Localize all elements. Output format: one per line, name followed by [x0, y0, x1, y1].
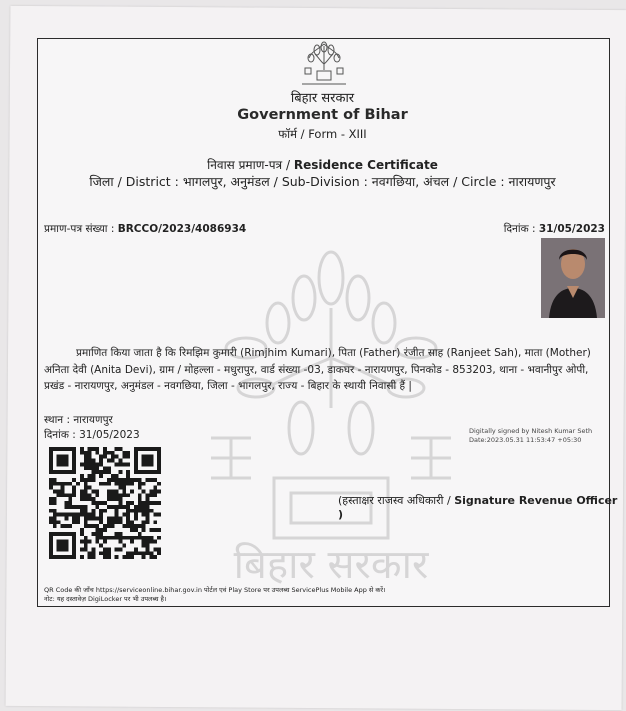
- district-line: जिला / District : भागलपुर, अनुमंडल / Sub-Division : नवगछिया, अंचल / Circle : नारायणपुर: [89, 174, 556, 189]
- qr-verification-note: QR Code की जाँच https://serviceonline.bihar.gov.in पोर्टल एवं Play Store पर उपलब्ध ServicePlus Mobile App से करें।: [44, 586, 386, 594]
- certificate-number: [44, 222, 246, 236]
- certificate-number-label: प्रमाण-पत्र संख्या :: [44, 223, 118, 235]
- header-english-title: Government of Bihar: [237, 107, 408, 123]
- digital-signature: [469, 427, 592, 444]
- certificate-title: [37, 156, 608, 173]
- certificate-title-hindi: निवास प्रमाण-पत्र /: [207, 158, 294, 172]
- portrait-image: [541, 238, 605, 318]
- digital-signature-name: Digitally signed by Nitesh Kumar Seth: [469, 427, 593, 435]
- header-hindi-title: बिहार सरकार: [290, 91, 355, 106]
- issue-date: [470, 222, 605, 236]
- watermark-text: बिहार सरकार: [233, 542, 429, 588]
- signature-label: [338, 493, 626, 521]
- certificate-title-english: Residence Certificate: [293, 158, 438, 172]
- bodhi-tree-emblem-icon: [297, 40, 351, 88]
- certificate-body-text: प्रमाणित किया जाता है कि रिमझिम कुमारी (Rimjhim Kumari), पिता (Father) रंजीत साह (Ranjeet Sah), माता (Mother) अनिता देवी (Anita Devi), ग्राम / मोहल्ला - मधुरापुर, वार्ड संख्या -03, डाकघर - नारायणपुर, पिनकोड - 853203, थाना - भवानीपुर ओपी, प्रखंड - नारायणपुर, अनुमंडल - नवगछिया, जिला - भागलपुर, राज्य - बिहार के स्थायी निवासी हैं |: [44, 347, 591, 392]
- digital-signature-date: Date:2023.05.31 11:53:47 +05:30: [469, 435, 582, 444]
- emblem-watermark: [196, 238, 466, 593]
- form-number: फॉर्म / Form - XIII: [278, 127, 367, 141]
- signature-label-hindi: (हस्ताक्षर राजस्व अधिकारी /: [338, 494, 455, 507]
- issue-date-label: दिनांक :: [503, 223, 539, 235]
- signature-label-english: Signature Revenue Officer ): [338, 494, 618, 521]
- date-line: दिनांक : 31/05/2023: [44, 429, 140, 441]
- certificate-number-value: BRCCO/2023/4086934: [117, 223, 247, 235]
- place-line: स्थान : नारायणपुर: [44, 414, 113, 426]
- issue-date-value: 31/05/2023: [538, 223, 605, 235]
- applicant-photo: [541, 238, 605, 318]
- digilocker-note: नोट: यह दस्तावेज़ DigiLocker पर भी उपलब्ध है।: [44, 595, 167, 603]
- qr-code[interactable]: [48, 447, 162, 559]
